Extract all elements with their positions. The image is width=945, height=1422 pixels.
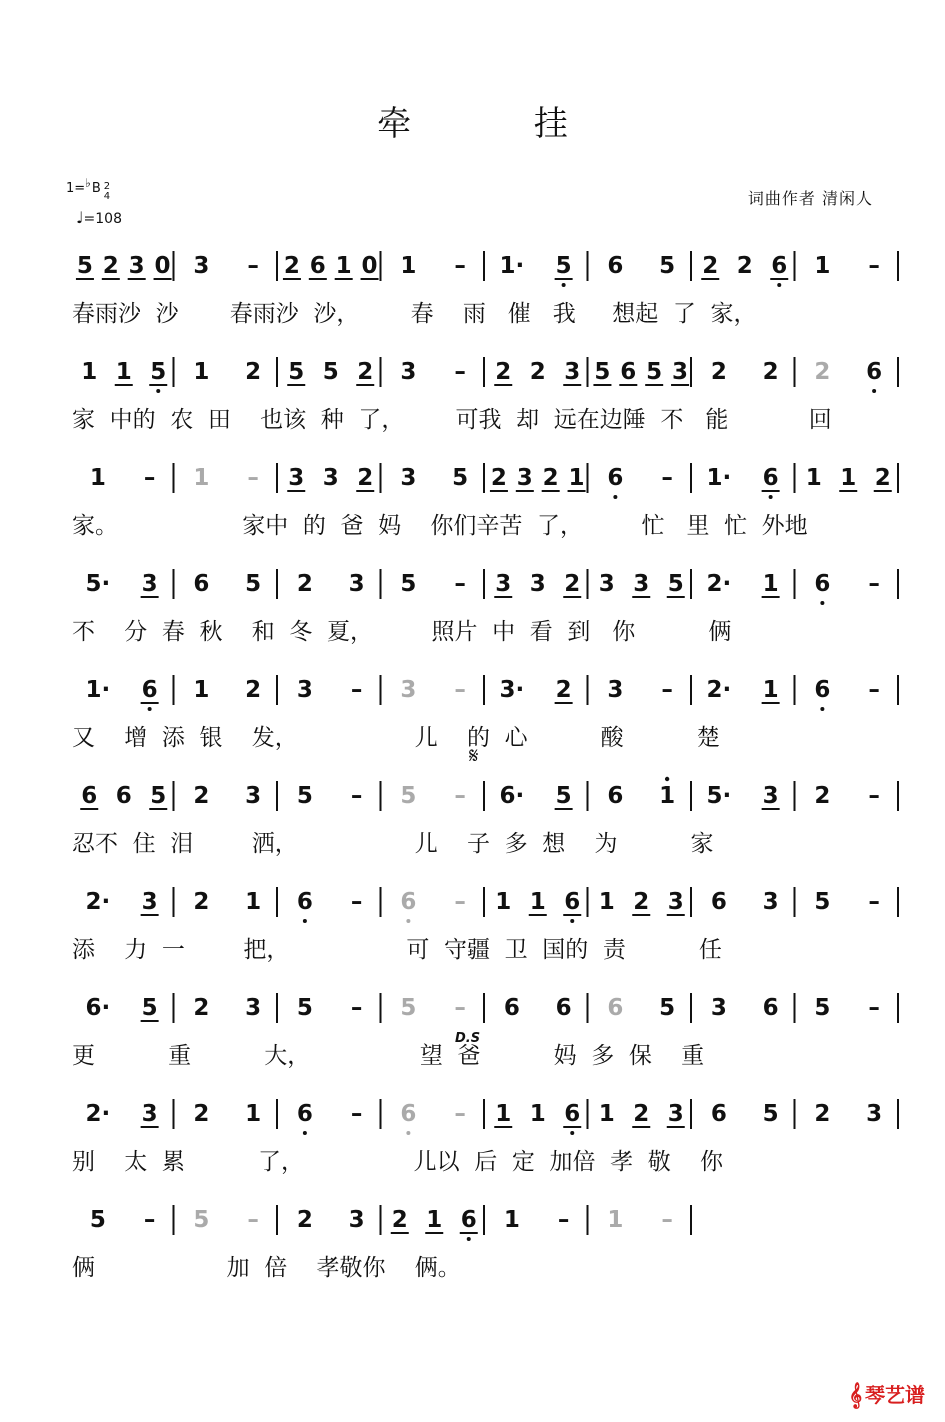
low-octave-dot [613,495,617,499]
note: 5· [85,571,111,597]
note: 5 [646,359,663,385]
note: 1 [193,359,210,385]
note: 6 [607,465,624,491]
note: 5 [667,571,684,597]
note: – [350,995,363,1021]
note: 5 [659,995,676,1021]
low-octave-dot [769,495,773,499]
note: 3 [762,889,779,915]
note: 1 [495,889,512,915]
note: 6 [296,889,313,915]
logo-icon: 𝄞 [848,1383,862,1408]
note: 2 [529,359,546,385]
note: 5 [89,1207,106,1233]
note: 3 [495,571,512,597]
note: 6 [771,253,788,279]
high-octave-dot [665,777,669,781]
note: 2 [357,465,374,491]
note: – [661,465,673,491]
note: – [143,1207,156,1233]
note: 6 [710,1101,727,1127]
note: 3 [400,359,417,385]
note: 6 [193,571,210,597]
ds-marking: D.S [455,1031,481,1046]
composer-credit: 词曲作者 清闲人 [747,189,873,208]
lyric-line: 又 增 添 银 发， 儿 的 心 酸 楚 [72,725,720,751]
note: 3 [598,571,615,597]
note: 3 [288,465,305,491]
note: 3 [400,677,417,703]
note: 5 [150,359,167,385]
note: 2 [193,889,210,915]
note: 5 [400,783,417,809]
note: 2 [102,253,119,279]
note: 2 [283,253,300,279]
low-octave-dot [406,919,410,923]
note: 1· [499,253,525,279]
lyric-line: 家 中的 农 田 也该 种 了， 可我 却 远在边陲 不 能 回 [72,407,832,433]
note: 2 [633,1101,650,1127]
note: 2 [193,783,210,809]
note: – [868,677,880,703]
note: 5 [400,995,417,1021]
note: 1 [193,465,210,491]
note: 1 [598,1101,615,1127]
low-octave-dot [820,601,824,605]
note: 1 [400,253,417,279]
note: 2 [490,465,507,491]
note: 3 [348,1207,365,1233]
note: 2 [542,465,559,491]
note: 1 [529,1101,546,1127]
lyric-line: 家。 家中 的 爸 妈 你们辛苦 了， 忙 里 忙 外地 [72,513,808,539]
logo-text: 琴艺谱 [865,1383,925,1407]
note: 5· [706,783,732,809]
low-octave-dot [148,707,152,711]
note: 1 [89,465,106,491]
note: 5 [659,253,676,279]
note: 6 [814,677,831,703]
note: 2 [357,359,374,385]
note: 2 [633,889,650,915]
note: 1 [193,677,210,703]
note: 5 [296,783,313,809]
note: 1 [426,1207,443,1233]
note: – [868,253,880,279]
note: 1 [762,571,779,597]
note: 1 [607,1207,624,1233]
low-octave-dot [570,919,574,923]
note: – [454,571,466,597]
note: 3 [667,1101,684,1127]
note: – [454,359,466,385]
low-octave-dot [406,1131,410,1135]
note: 2 [874,465,891,491]
note: 3 [607,677,624,703]
note: 6 [400,889,417,915]
note: – [350,677,363,703]
time-bottom: 4 [103,191,111,202]
note: 1 [762,677,779,703]
note: 3 [322,465,339,491]
note: 2 [814,359,831,385]
note: 5 [193,1207,210,1233]
note: 6 [564,889,581,915]
note: 3 [529,571,546,597]
note: 2 [555,677,572,703]
low-octave-dot [303,1131,307,1135]
low-octave-dot [570,1131,574,1135]
note: 5 [150,783,167,809]
note: 3 [762,783,779,809]
low-octave-dot [820,707,824,711]
note: 1 [529,889,546,915]
note: 6 [503,995,520,1021]
note: – [454,889,466,915]
note: 2· [706,571,732,597]
lyric-line: 俩 加 倍 孝敬你 俩。 [72,1255,461,1281]
note: 6 [814,571,831,597]
note: 6 [309,253,326,279]
note: 1 [335,253,352,279]
note: 1· [706,465,732,491]
note: – [868,889,880,915]
note: – [661,677,673,703]
note: 6 [762,995,779,1021]
note: 2 [710,359,727,385]
note: 2· [85,889,111,915]
lyric-line: 春雨沙 沙 春雨沙 沙， 春 雨 催 我 想起 了 家， [72,301,757,327]
note: 3· [499,677,525,703]
note: – [454,783,466,809]
low-octave-dot [467,1237,471,1241]
note: 3 [296,677,313,703]
note: 2 [564,571,581,597]
lyric-line: 更 重 大， 望 爸 妈 多 保 重 [72,1043,705,1069]
note: 2 [193,995,210,1021]
note: 3 [667,889,684,915]
note: 5 [322,359,339,385]
note: – [143,465,156,491]
note: – [868,995,880,1021]
watermark-logo [849,1379,925,1408]
lyric-line: 添 力 一 把， 可 守疆 卫 国的 责 任 [72,937,722,963]
low-octave-dot [156,389,160,393]
note: – [868,783,880,809]
note: 5 [814,995,831,1021]
note: 2· [706,677,732,703]
note: 6 [866,359,883,385]
note: 6· [85,995,111,1021]
note: 5 [452,465,469,491]
note: 1 [245,1101,262,1127]
note: – [350,783,363,809]
note: 2 [702,253,719,279]
note: 1 [805,465,822,491]
key-prefix: 1= [66,181,86,196]
note: 2 [193,1101,210,1127]
flat-icon: ♭ [85,176,91,190]
note: 3 [866,1101,883,1127]
note: 3 [672,359,689,385]
low-octave-dot [562,283,566,287]
note: 2 [296,571,313,597]
note: 2 [814,783,831,809]
note: 6 [620,359,637,385]
note: 5 [400,571,417,597]
note: 3 [245,783,262,809]
note: 3 [193,253,210,279]
note: 5 [288,359,305,385]
low-octave-dot [777,283,781,287]
note: 6 [296,1101,313,1127]
note: 5 [594,359,611,385]
note: 3 [516,465,533,491]
note: 6 [555,995,572,1021]
note: 1 [245,889,262,915]
note: 6 [607,995,624,1021]
note: 6· [499,783,525,809]
lyric-line: 不 分 春 秋 和 冬 夏， 照片 中 看 到 你 俩 [72,619,732,645]
note: 2 [391,1207,408,1233]
note: 6 [400,1101,417,1127]
note: 5 [555,783,572,809]
note: – [454,253,466,279]
note: 5 [296,995,313,1021]
note: 1 [503,1207,520,1233]
note: 1 [814,253,831,279]
quarter-note-icon: ♩ [76,208,84,227]
note: 5 [814,889,831,915]
note: 2 [814,1101,831,1127]
note: – [247,465,259,491]
lyric-line: 忍不 住 泪 洒， 儿 子 多 想 为 家 [72,831,714,857]
note: – [247,253,259,279]
note: 1 [115,359,132,385]
note: 3 [245,995,262,1021]
note: 6 [710,889,727,915]
note: – [868,571,880,597]
note: – [661,1207,673,1233]
note: 3 [141,1101,158,1127]
note: – [454,1101,466,1127]
note: 2· [85,1101,111,1127]
low-octave-dot [872,389,876,393]
note: 2 [762,359,779,385]
tempo-value: =108 [83,211,122,227]
note: 5 [245,571,262,597]
note: 3 [633,571,650,597]
note: 3 [128,253,145,279]
note: 3 [400,465,417,491]
note: 2 [736,253,753,279]
note: 6 [607,253,624,279]
note: 6 [762,465,779,491]
note: 6 [115,783,132,809]
note: 1· [85,677,111,703]
note: 6 [141,677,158,703]
note: 5 [76,253,93,279]
note: 0 [154,253,171,279]
note: – [350,1101,363,1127]
note: 6 [460,1207,477,1233]
note: 1 [598,889,615,915]
note: 1 [659,783,676,809]
page-title: 牵 挂 [377,104,624,144]
lyric-line: 别 太 累 了， 儿以 后 定 加倍 孝 敬 你 [72,1149,723,1175]
low-octave-dot [303,919,307,923]
note: – [247,1207,259,1233]
note: 2 [245,677,262,703]
note: 5 [141,995,158,1021]
note: 1 [840,465,857,491]
note: 1 [568,465,585,491]
note: 6 [81,783,98,809]
note: 6 [564,1101,581,1127]
note: 5 [762,1101,779,1127]
note: – [350,889,363,915]
note: 3 [141,889,158,915]
key-note: B [91,181,101,196]
note: – [454,995,466,1021]
note: 1 [81,359,98,385]
note: 6 [607,783,624,809]
note: 3 [710,995,727,1021]
note: – [454,677,466,703]
note: 2 [245,359,262,385]
note: 3 [564,359,581,385]
note: 3 [141,571,158,597]
time-top: 2 [103,181,111,192]
note: 2 [296,1207,313,1233]
note: 5 [555,253,572,279]
note: 1 [495,1101,512,1127]
segno-icon: 𝄋 [469,744,479,769]
note: 2 [495,359,512,385]
note: 0 [361,253,378,279]
note: – [557,1207,570,1233]
note: 3 [348,571,365,597]
